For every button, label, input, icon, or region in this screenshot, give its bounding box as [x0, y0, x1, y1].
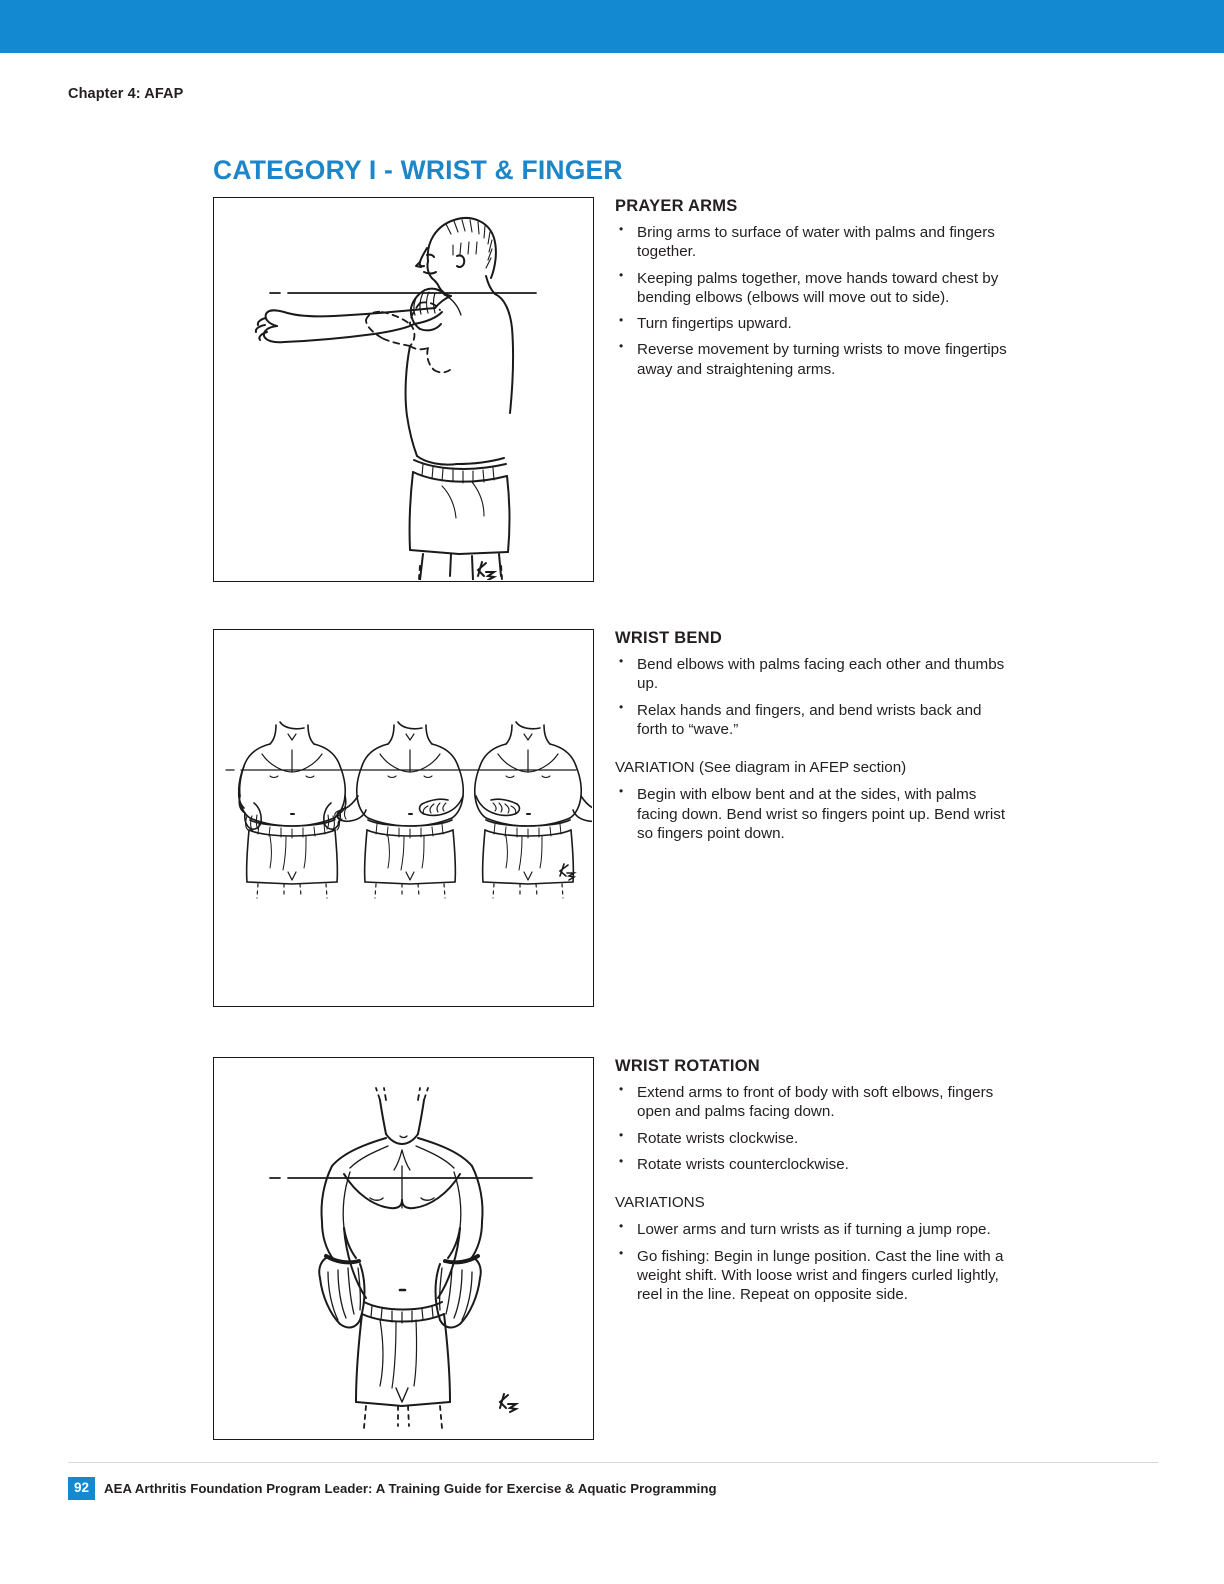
list-item: • Begin with elbow bent and at the sides, with palms facing down. Bend wrist so fingers point up. Bend wrist so fingers point down.: [615, 785, 1007, 843]
wrist-rotation-illustration: [214, 1058, 592, 1438]
exercise-copy: [615, 1057, 1007, 1305]
exercise-title: PRAYER ARMS: [615, 197, 738, 215]
prayer-arms-illustration: [214, 198, 592, 580]
list-item: • Extend arms to front of body with soft elbows, fingers open and palms facing down.: [615, 1083, 1007, 1122]
chapter-label: Chapter 4: AFAP: [68, 86, 184, 102]
variations-label: VARIATIONS: [615, 1194, 705, 1212]
list-item: • Keeping palms together, move hands toward chest by bending elbows (elbows will move out to side).: [615, 269, 1007, 308]
figure-wrist-bend: [213, 629, 594, 1007]
exercise-title: WRIST ROTATION: [615, 1057, 760, 1075]
page-title: CATEGORY I - WRIST & FINGER: [213, 154, 623, 185]
variation-label: VARIATION (See diagram in AFEP section): [615, 759, 907, 777]
exercise-title: WRIST BEND: [615, 629, 722, 647]
footer-title: AEA Arthritis Foundation Program Leader: A Training Guide for Exercise & Aquatic Programming: [104, 1480, 717, 1496]
page-number-badge: 92: [68, 1477, 95, 1500]
artist-signature: [500, 1394, 516, 1412]
list-item: • Turn fingertips upward.: [615, 314, 1007, 333]
variations-list: [615, 1220, 1007, 1304]
list-item: • Bring arms to surface of water with palms and fingers together.: [615, 223, 1007, 262]
list-item: • Rotate wrists counterclockwise.: [615, 1155, 1007, 1174]
list-item: • Bend elbows with palms facing each other and thumbs up.: [615, 655, 1007, 694]
exercise-copy: [615, 629, 1007, 843]
footer-divider: [68, 1462, 1158, 1463]
artist-signature: [560, 864, 574, 880]
list-item: • Go fishing: Begin in lunge position. Cast the line with a weight shift. With loose wrist and fingers curled lightly, reel in the line. Repeat on opposite side.: [615, 1247, 1007, 1305]
instruction-list: [615, 223, 1007, 379]
exercise-copy: [615, 197, 1007, 379]
header-accent-band: [0, 0, 1224, 53]
artist-signature: [478, 562, 494, 580]
footer: [68, 1477, 717, 1500]
list-item: • Relax hands and fingers, and bend wrists back and forth to “wave.”: [615, 701, 1007, 740]
figure-wrist-rotation: [213, 1057, 594, 1440]
list-item: • Reverse movement by turning wrists to move fingertips away and straightening arms.: [615, 340, 1007, 379]
figure-prayer-arms: [213, 197, 594, 582]
instruction-list: [615, 655, 1007, 739]
wrist-bend-illustration: [214, 630, 592, 1005]
list-item: • Lower arms and turn wrists as if turning a jump rope.: [615, 1220, 1007, 1239]
list-item: • Rotate wrists clockwise.: [615, 1129, 1007, 1148]
instruction-list: [615, 1083, 1007, 1174]
variation-list: [615, 785, 1007, 843]
